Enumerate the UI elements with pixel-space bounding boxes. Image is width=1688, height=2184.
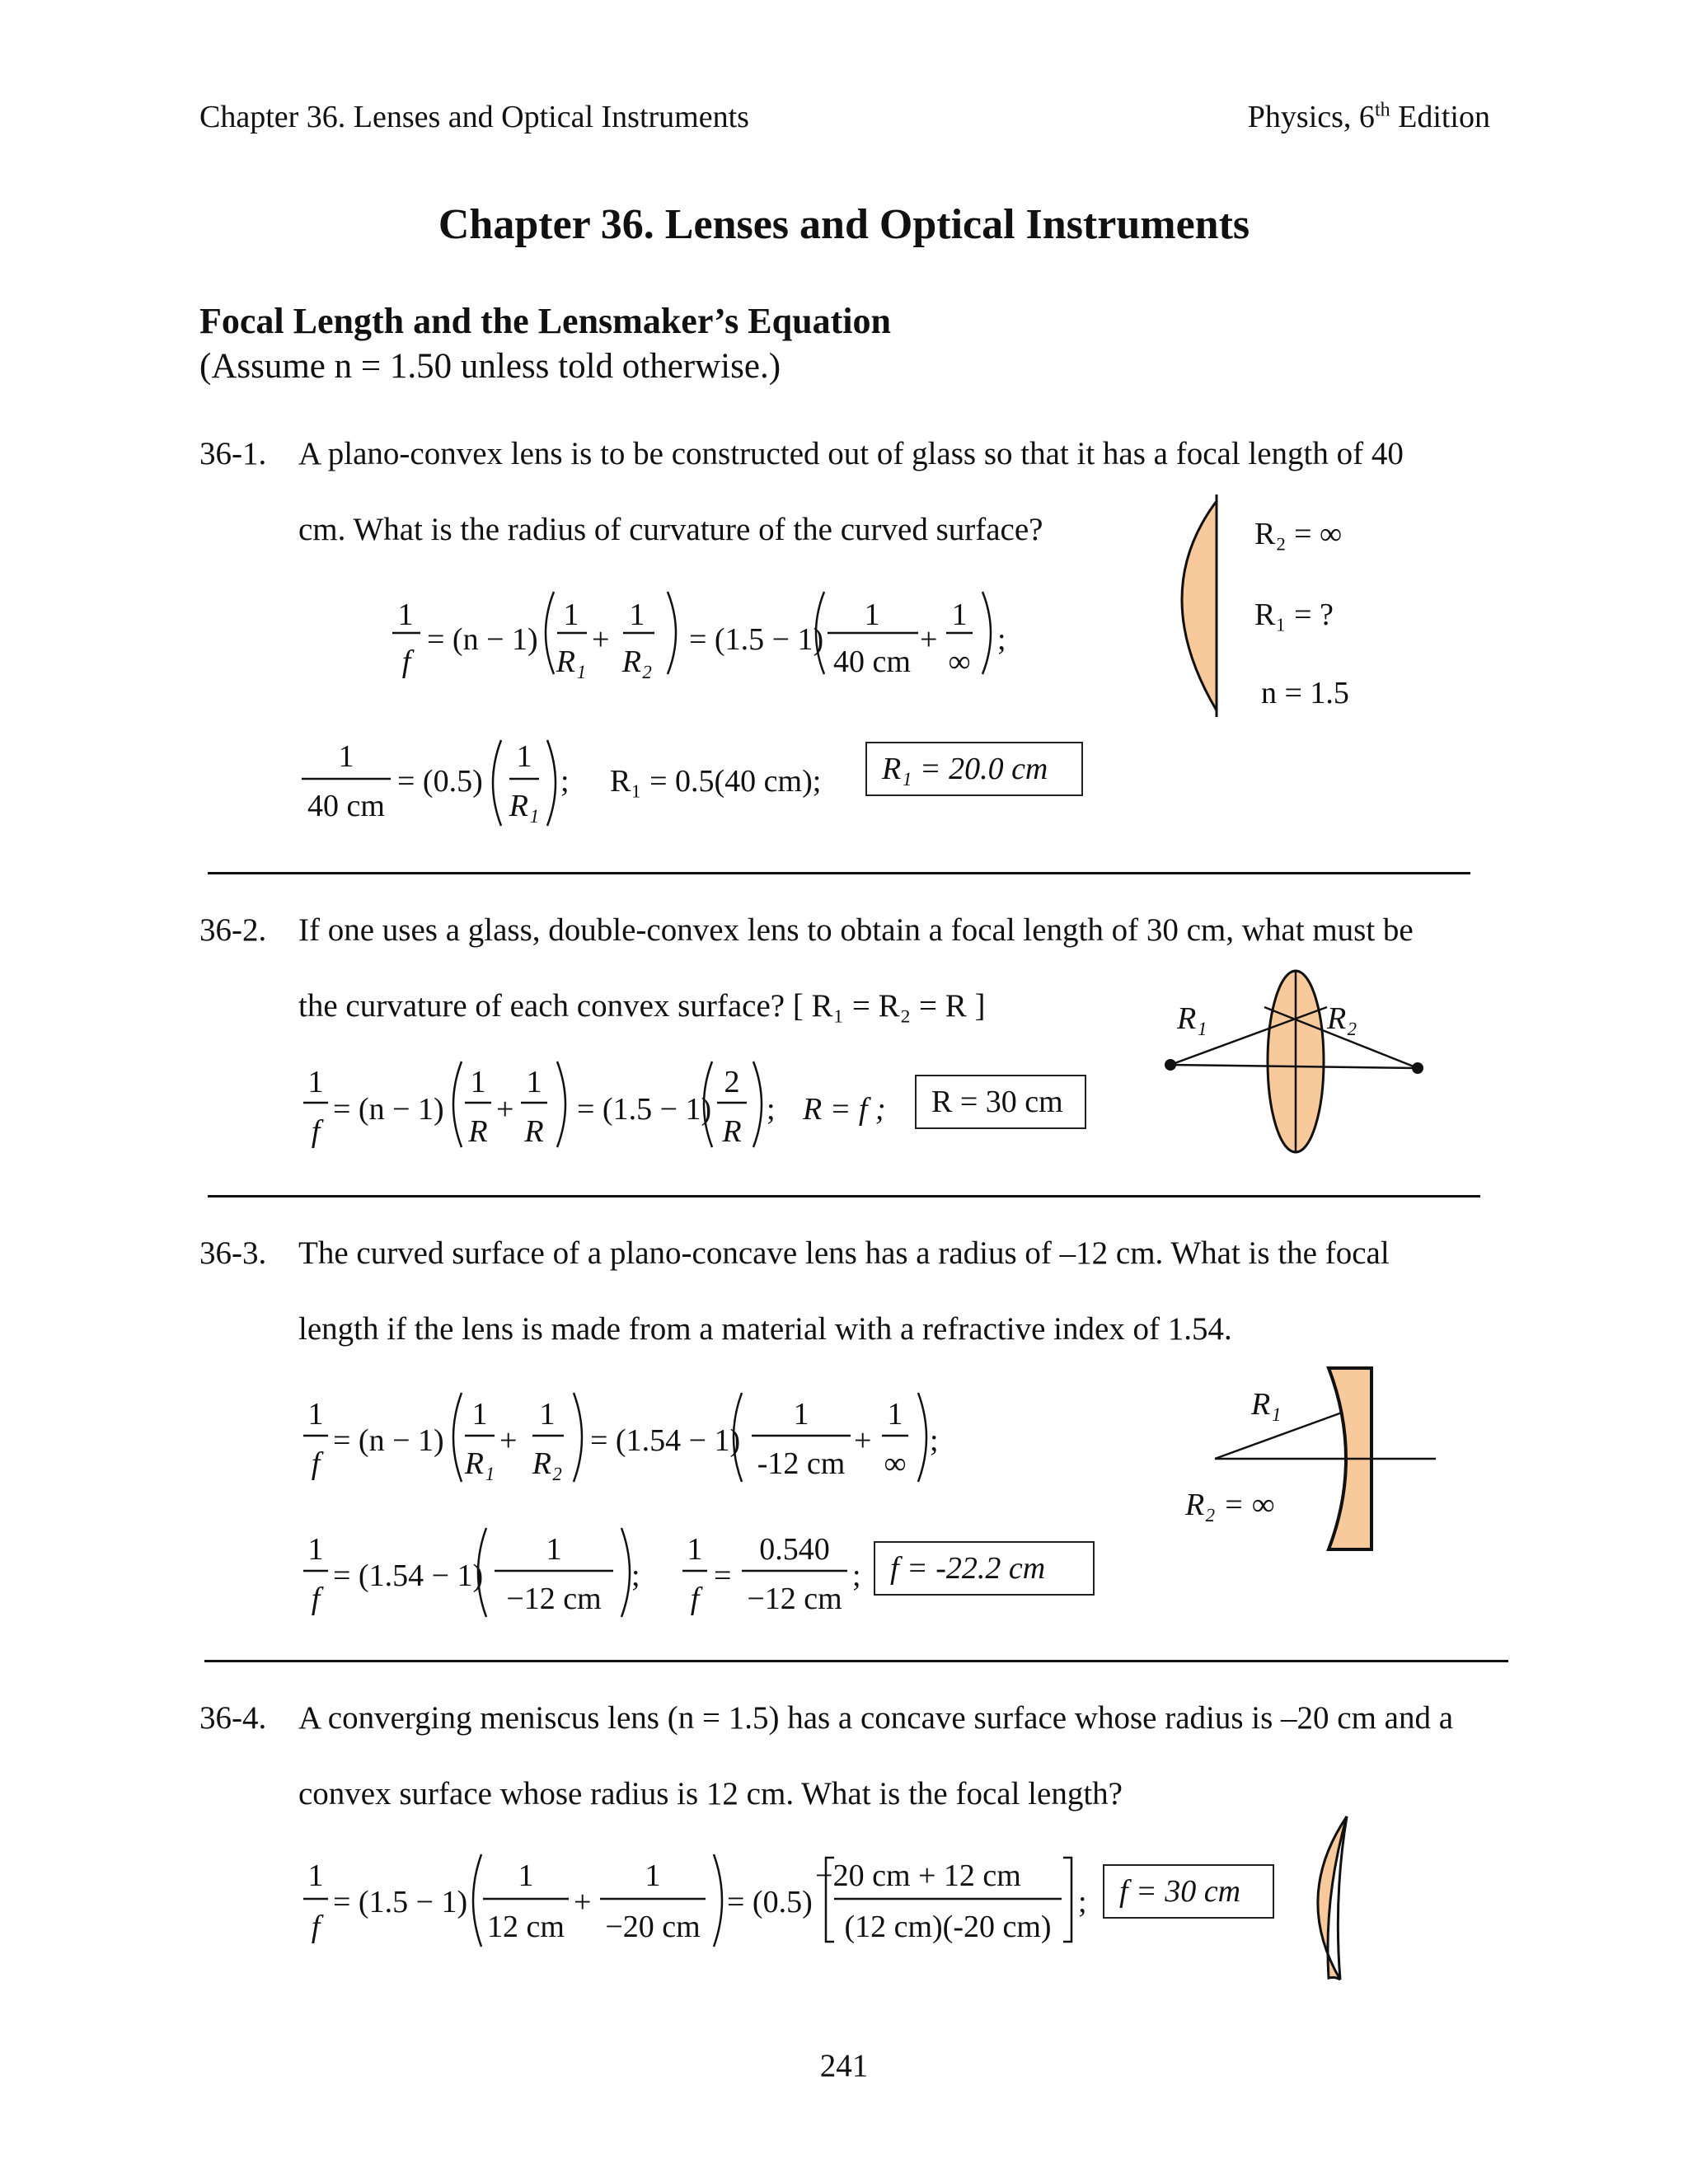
answer-text: R₁ = 20.0 cm <box>882 752 1048 786</box>
eq-numerator: 1 <box>518 1858 534 1893</box>
eq-denominator: ∞ <box>884 1446 907 1481</box>
eq-text: = (1.54 − 1) <box>590 1423 741 1458</box>
edition-suffix: Edition <box>1390 100 1490 134</box>
eq-denominator: f <box>311 1114 321 1149</box>
eq-denominator: R <box>524 1114 544 1149</box>
eq-numerator: 1 <box>307 1858 324 1893</box>
eq-denominator: (12 cm)(-20 cm) <box>844 1910 1052 1944</box>
label-n: n = 1.5 <box>1261 676 1349 710</box>
eq-text: ; <box>997 622 1006 657</box>
problem-text-line: A converging meniscus lens (n = 1.5) has a concave surface whose radius is –20 cm and a <box>298 1700 1454 1736</box>
eq-text: = (1.54 − 1) <box>333 1558 484 1593</box>
eq-denominator: f <box>690 1582 700 1616</box>
eq-text: = (0.5) <box>397 764 483 799</box>
label-r1: R₁ <box>1177 1001 1207 1036</box>
eq-numerator: 1 <box>471 1397 488 1432</box>
eq-numerator: 1 <box>687 1532 703 1567</box>
eq-denominator: -12 cm <box>757 1446 846 1481</box>
label-r2: R₂ = ∞ <box>1185 1488 1275 1522</box>
eq-text: ; <box>767 1092 776 1127</box>
eq-text: + <box>854 1423 872 1458</box>
label-r1: R₁ = ? <box>1254 598 1334 632</box>
eq-numerator: 1 <box>546 1532 562 1567</box>
eq-numerator: 1 <box>307 1065 324 1099</box>
eq-denominator: f <box>401 644 411 679</box>
label-r1: R₁ <box>1251 1387 1282 1422</box>
problem-number: 36-3. <box>199 1235 267 1271</box>
eq-denominator: R₁ <box>464 1446 495 1481</box>
eq-numerator: 1 <box>470 1065 486 1099</box>
eq-text: + <box>920 622 938 657</box>
label-r2: R₂ = ∞ <box>1254 517 1343 551</box>
eq-denominator: R₁ <box>509 789 540 823</box>
problem-text-line: The curved surface of a plano-concave lens has a radius of –12 cm. What is the focal <box>298 1235 1390 1271</box>
eq-denominator: R <box>468 1114 488 1149</box>
eq-text: = (n − 1) <box>427 622 538 657</box>
problem-text-line: length if the lens is made from a material with a refractive index of 1.54. <box>298 1311 1232 1347</box>
eq-numerator: 1 <box>539 1397 556 1432</box>
eq-denominator: R₂ <box>532 1446 563 1481</box>
eq-numerator: 0.540 <box>759 1532 830 1567</box>
eq-numerator: 1 <box>645 1858 661 1893</box>
problem-number: 36-4. <box>199 1700 267 1736</box>
edition-sup: th <box>1374 99 1390 121</box>
eq-numerator: 1 <box>397 598 414 632</box>
eq-text: R = f ; <box>803 1092 886 1127</box>
eq-numerator: 1 <box>338 739 354 774</box>
eq-numerator: 1 <box>793 1397 809 1432</box>
eq-text: = (1.5 − 1) <box>577 1092 712 1127</box>
eq-numerator: −20 cm + 12 cm <box>815 1858 1021 1893</box>
eq-text: + <box>592 622 610 657</box>
eq-text: = (n − 1) <box>333 1092 444 1127</box>
running-header-left: Chapter 36. Lenses and Optical Instruments <box>199 100 749 134</box>
answer-text: f = 30 cm <box>1119 1874 1241 1909</box>
edition-text: Physics, 6 <box>1247 100 1375 134</box>
eq-numerator: 1 <box>563 598 579 632</box>
section-heading: Focal Length and the Lensmaker’s Equation <box>199 301 891 341</box>
eq-numerator: 1 <box>951 598 968 632</box>
eq-numerator: 1 <box>864 598 880 632</box>
eq-text: ; <box>560 764 570 799</box>
eq-text: + <box>499 1423 518 1458</box>
eq-numerator: 1 <box>516 739 532 774</box>
eq-denominator: −12 cm <box>747 1582 842 1616</box>
eq-text: = (1.5 − 1) <box>333 1885 468 1919</box>
eq-denominator: 40 cm <box>833 644 911 679</box>
eq-numerator: 1 <box>526 1065 542 1099</box>
answer-text: f = -22.2 cm <box>890 1551 1046 1586</box>
eq-denominator: −12 cm <box>506 1582 602 1616</box>
eq-denominator: 40 cm <box>307 789 385 823</box>
eq-numerator: 1 <box>887 1397 903 1432</box>
eq-numerator: 1 <box>307 1397 324 1432</box>
eq-text: = <box>714 1558 732 1593</box>
eq-denominator: −20 cm <box>605 1910 701 1944</box>
eq-denominator: ∞ <box>948 644 971 679</box>
eq-text: + <box>496 1092 514 1127</box>
answer-text: R = 30 cm <box>931 1085 1063 1119</box>
eq-text: ; <box>852 1558 861 1593</box>
eq-numerator: 1 <box>629 598 645 632</box>
problem-text-line: If one uses a glass, double-convex lens to obtain a focal length of 30 cm, what must be <box>298 912 1414 948</box>
label-r2: R₂ <box>1327 1001 1357 1036</box>
problem-text-line: A plano-convex lens is to be constructed out of glass so that it has a focal length of 40 <box>298 436 1404 471</box>
eq-denominator: f <box>311 1446 321 1481</box>
problem-text-line: the curvature of each convex surface? [ R₁ = R₂ = R ] <box>298 988 986 1024</box>
eq-text: = (n − 1) <box>333 1423 444 1458</box>
section-note: (Assume n = 1.50 unless told otherwise.) <box>199 347 781 386</box>
eq-text: R₁ = 0.5(40 cm); <box>610 764 822 799</box>
problem-number: 36-2. <box>199 912 267 948</box>
eq-denominator: f <box>311 1910 321 1944</box>
eq-denominator: R <box>722 1114 742 1149</box>
eq-text: = (1.5 − 1) <box>689 622 824 657</box>
eq-denominator: R₁ <box>556 644 587 679</box>
problem-text-line: convex surface whose radius is 12 cm. What is the focal length? <box>298 1776 1123 1811</box>
eq-numerator: 1 <box>307 1532 324 1567</box>
eq-text: ; <box>930 1423 939 1458</box>
page-number: 241 <box>819 2048 869 2083</box>
eq-denominator: f <box>311 1582 321 1616</box>
eq-denominator: R₂ <box>621 644 653 679</box>
eq-text: ; <box>1078 1885 1087 1919</box>
eq-text: = (0.5) <box>727 1885 813 1919</box>
problem-number: 36-1. <box>199 436 267 471</box>
page-title: Chapter 36. Lenses and Optical Instruments <box>438 201 1250 248</box>
eq-denominator: 12 cm <box>487 1910 565 1944</box>
eq-numerator: 2 <box>724 1065 740 1099</box>
eq-text: + <box>574 1885 592 1919</box>
eq-text: ; <box>631 1558 640 1593</box>
problem-text-line: cm. What is the radius of curvature of the curved surface? <box>298 512 1043 547</box>
